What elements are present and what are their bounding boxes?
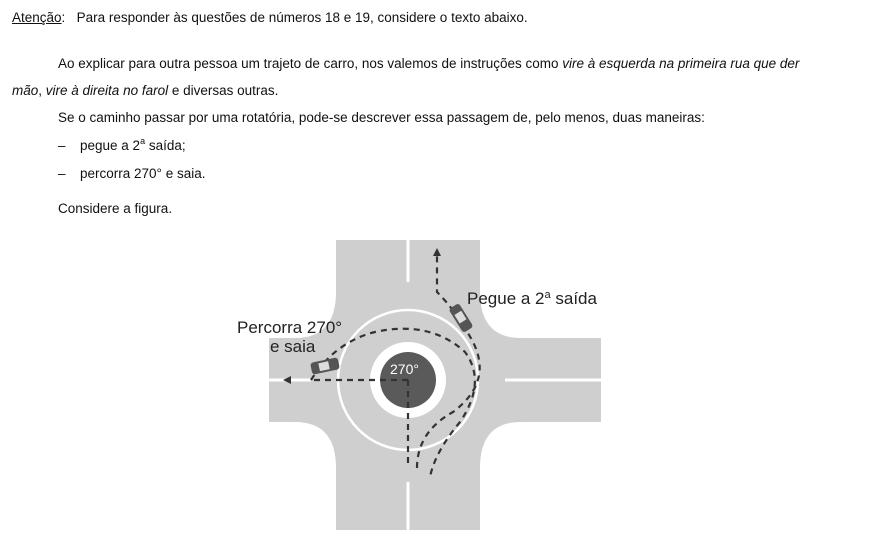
paragraph-1-italic-cont: mão [12,83,39,98]
list-item-1-sup: a [140,136,146,146]
list-dash: – [58,166,66,181]
paragraph-1-italic-2: vire à direita no farol [45,83,169,98]
paragraph-2: Se o caminho passar por uma rotatória, pode-se descrever essa passagem de, pelo menos, duas maneiras: [58,110,705,125]
label-270-line2: e saia [270,337,316,356]
list-item-1-tail: saída; [145,138,186,153]
paragraph-1-italic: vire à esquerda na primeira rua que der [562,56,800,71]
list-item-1-text: pegue a 2 [80,138,141,153]
list-item-2 [58,166,205,181]
label-270-line1: Percorra 270° [237,318,343,337]
label-exit: Pegue a 2$^a$ saída [467,289,597,308]
paragraph-1-line-2 [12,83,278,98]
attention-label: Atenção [12,10,62,25]
paragraph-1-text: Ao explicar para outra pessoa um trajeto de carro, nos valemos de instruções como [58,56,563,71]
angle-label: 270° [390,361,419,377]
list-item-2-text: percorra 270° e saia. [80,166,206,181]
paragraph-1-tail: e diversas outras. [168,83,279,98]
attention-line [12,10,528,25]
consider-figure: Considere a figura. [58,201,173,216]
paragraph-1-comma: , [38,83,46,98]
roundabout-figure [225,232,625,532]
list-dash: – [58,138,66,153]
paragraph-1-line-1 [58,56,799,71]
attention-colon: : [61,10,66,25]
attention-text: Para responder às questões de números 18 e 19, considere o texto abaixo. [76,10,528,25]
list-item-1 [58,138,186,153]
